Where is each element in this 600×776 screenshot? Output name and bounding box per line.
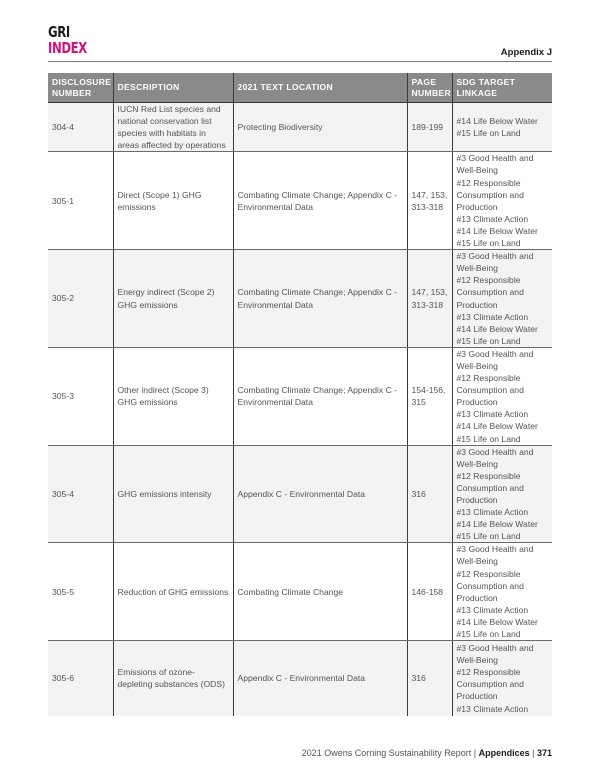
sdg-target: #3 Good Health and Well-Being bbox=[456, 544, 534, 567]
sdg-target: #15 Life on Land bbox=[456, 238, 521, 249]
table-row bbox=[48, 641, 552, 716]
sdg-target: #12 Responsible Consumption and Production bbox=[456, 177, 524, 212]
table-row bbox=[48, 250, 552, 348]
gri-index-table bbox=[48, 73, 552, 716]
sdg-target: #14 Life Below Water bbox=[456, 225, 538, 236]
cell-disclosure-number: 305-5 bbox=[48, 543, 113, 641]
sdg-target: #3 Good Health and Well-Being bbox=[456, 643, 534, 666]
sdg-target: #12 Responsible Consumption and Production bbox=[456, 568, 524, 603]
header-text-location bbox=[233, 73, 407, 103]
cell-description: IUCN Red List species and national conservation list species with habitats in areas affected by operations bbox=[113, 103, 233, 152]
cell-page-number: 154-156, 315 bbox=[407, 347, 452, 445]
sdg-target: #15 Life on Land bbox=[456, 629, 521, 640]
cell-description: GHG emissions intensity bbox=[113, 445, 233, 543]
sdg-target: #15 Life on Land bbox=[456, 335, 521, 346]
sdg-target: #14 Life Below Water bbox=[456, 616, 538, 627]
cell-text-location: Appendix C - Environmental Data bbox=[233, 641, 407, 716]
cell-disclosure-number: 305-6 bbox=[48, 641, 113, 716]
sdg-target: #14 Life Below Water bbox=[456, 421, 538, 432]
sdg-target: #13 Climate Action bbox=[456, 409, 529, 420]
title-index: INDEX bbox=[48, 39, 87, 57]
cell-description: Emissions of ozone-depleting substances (ODS) bbox=[113, 641, 233, 716]
cell-disclosure-number: 305-2 bbox=[48, 250, 113, 348]
cell-sdg-linkage bbox=[452, 103, 552, 152]
header-label: PAGE bbox=[411, 76, 437, 87]
header-disclosure-number bbox=[48, 73, 113, 103]
cell-disclosure-number: 304-4 bbox=[48, 103, 113, 152]
table-row bbox=[48, 103, 552, 152]
sdg-target: #13 Climate Action bbox=[456, 604, 529, 615]
cell-sdg-linkage bbox=[452, 347, 552, 445]
sdg-target: #12 Responsible Consumption and Production bbox=[456, 373, 524, 408]
cell-sdg-linkage bbox=[452, 543, 552, 641]
title-gri: GRI bbox=[48, 23, 70, 41]
footer-section: Appendices bbox=[478, 748, 530, 758]
cell-sdg-linkage bbox=[452, 641, 552, 716]
footer-separator-2: | bbox=[529, 748, 537, 758]
cell-disclosure-number: 305-3 bbox=[48, 347, 113, 445]
header-page-number bbox=[407, 73, 452, 103]
cell-disclosure-number: 305-1 bbox=[48, 152, 113, 250]
sdg-target: #15 Life on Land bbox=[456, 531, 521, 542]
table-row bbox=[48, 152, 552, 250]
cell-page-number: 147, 153, 313-318 bbox=[407, 152, 452, 250]
sdg-target: #12 Responsible Consumption and Production bbox=[456, 275, 524, 310]
table-row bbox=[48, 347, 552, 445]
sdg-target: #13 Climate Action bbox=[456, 507, 529, 518]
sdg-target: #12 Responsible Consumption and Production bbox=[456, 470, 524, 505]
cell-description: Direct (Scope 1) GHG emissions bbox=[113, 152, 233, 250]
cell-description: Reduction of GHG emissions bbox=[113, 543, 233, 641]
table-row bbox=[48, 543, 552, 641]
cell-text-location: Combating Climate Change; Appendix C - Environmental Data bbox=[233, 250, 407, 348]
cell-description: Other indirect (Scope 3) GHG emissions bbox=[113, 347, 233, 445]
header-label: DISCLOSURE bbox=[52, 76, 112, 87]
cell-sdg-linkage bbox=[452, 250, 552, 348]
footer-page-number: 371 bbox=[536, 748, 552, 758]
sdg-target: #3 Good Health and Well-Being bbox=[456, 446, 534, 469]
sdg-target: #14 Life Below Water bbox=[456, 519, 538, 530]
cell-sdg-linkage bbox=[452, 445, 552, 543]
sdg-target: #14 Life Below Water bbox=[456, 323, 538, 334]
cell-text-location: Appendix C - Environmental Data bbox=[233, 445, 407, 543]
cell-description: Energy indirect (Scope 2) GHG emissions bbox=[113, 250, 233, 348]
cell-page-number: 146-158 bbox=[407, 543, 452, 641]
cell-text-location: Combating Climate Change; Appendix C - Environmental Data bbox=[233, 152, 407, 250]
table-body bbox=[48, 103, 552, 716]
page-title bbox=[48, 24, 98, 56]
header-label: 2021 TEXT LOCATION bbox=[237, 82, 333, 92]
sdg-target: #15 Life on Land bbox=[456, 433, 521, 444]
header-divider bbox=[48, 61, 552, 62]
cell-page-number: 316 bbox=[407, 445, 452, 543]
sdg-target: #13 Climate Action bbox=[456, 311, 529, 322]
appendix-label: Appendix J bbox=[500, 47, 552, 58]
header-label: NUMBER bbox=[52, 87, 92, 98]
sdg-target: #15 Life on Land bbox=[456, 128, 521, 139]
header-label: DESCRIPTION bbox=[117, 82, 180, 92]
header-sdg-linkage bbox=[452, 73, 552, 103]
cell-text-location: Combating Climate Change; Appendix C - Environmental Data bbox=[233, 347, 407, 445]
sdg-target: #14 Life Below Water bbox=[456, 116, 538, 127]
table-header-row bbox=[48, 73, 552, 103]
footer-report-title: 2021 Owens Corning Sustainability Report bbox=[301, 748, 472, 758]
cell-page-number: 147, 153, 313-318 bbox=[407, 250, 452, 348]
header-description bbox=[113, 73, 233, 103]
sdg-target: #3 Good Health and Well-Being bbox=[456, 348, 534, 371]
sdg-target: #3 Good Health and Well-Being bbox=[456, 153, 534, 176]
cell-text-location: Combating Climate Change bbox=[233, 543, 407, 641]
header-label: SDG TARGET bbox=[456, 76, 516, 87]
sdg-target: #12 Responsible Consumption and Production bbox=[456, 667, 524, 702]
cell-disclosure-number: 305-4 bbox=[48, 445, 113, 543]
sdg-target: #13 Climate Action bbox=[456, 213, 529, 224]
page-footer bbox=[302, 748, 552, 758]
sdg-target: #3 Good Health and Well-Being bbox=[456, 251, 534, 274]
footer-separator: | bbox=[471, 748, 479, 758]
sdg-target: #13 Climate Action bbox=[456, 703, 529, 714]
header-label: LINKAGE bbox=[456, 87, 498, 98]
cell-page-number: 189-199 bbox=[407, 103, 452, 152]
cell-page-number: 316 bbox=[407, 641, 452, 716]
cell-text-location: Protecting Biodiversity bbox=[233, 103, 407, 152]
cell-sdg-linkage bbox=[452, 152, 552, 250]
header-label: NUMBER bbox=[411, 87, 452, 98]
table-row bbox=[48, 445, 552, 543]
